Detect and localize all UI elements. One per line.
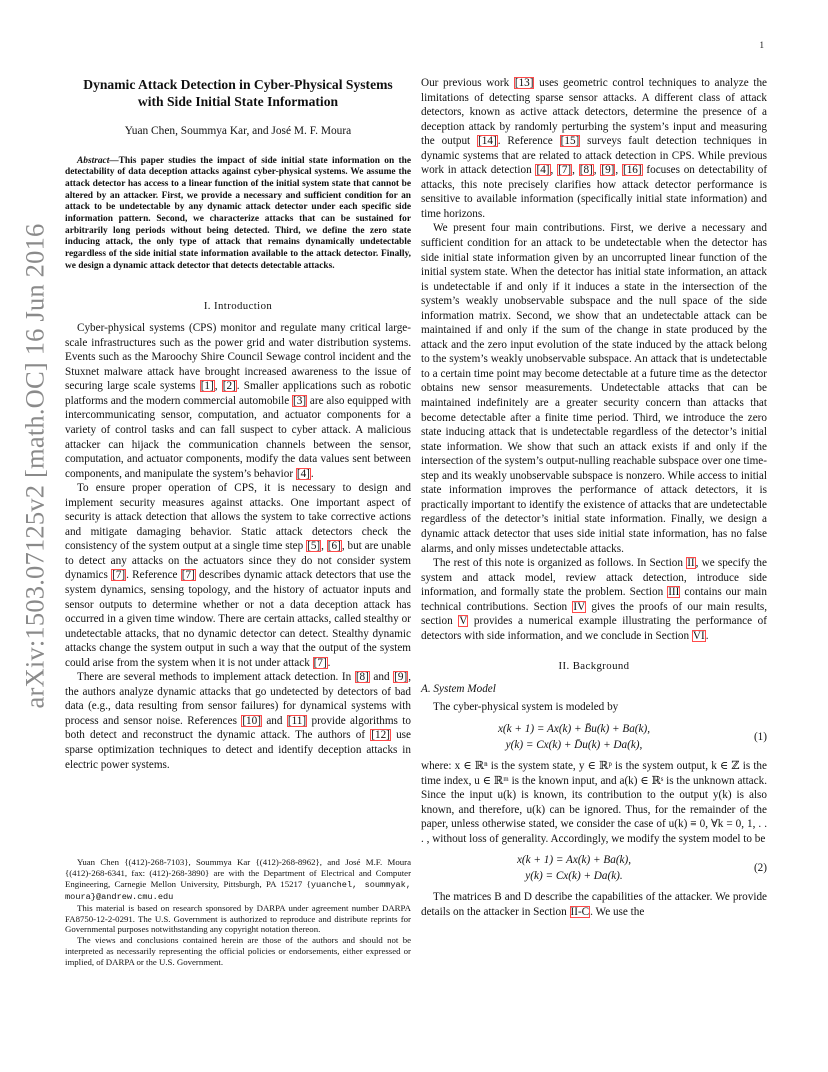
abstract <box>65 156 411 273</box>
paragraph-text: , <box>321 540 327 553</box>
title-line-1: Dynamic Attack Detection in Cyber-Physical Systems <box>83 77 393 92</box>
paragraph-text: surveys fault detection techniques in dynamic systems that are related to attack detection in CPS. While previous work in attack detection <box>421 135 767 177</box>
paragraph-text: are also equipped with intercommunicating sensor, computation, and actuator components for a variety of control tasks and can fall suspect to cyber attack. A malicious attacker can hijack the communication channels between the sensor, computation, and actuator components, modify the data values sent between components, and manipulate the system’s behavior <box>65 394 411 480</box>
title-line-2: with Side Initial State Information <box>137 94 339 109</box>
paragraph-text: . <box>327 656 331 669</box>
citation-link[interactable]: [15] <box>560 135 580 148</box>
section-reference-link[interactable]: II-C <box>570 905 590 918</box>
paragraph-text: provide algorithms to both detect and reconstruct the dynamic attack. The authors of <box>65 714 411 742</box>
paragraph-text: . <box>705 629 709 642</box>
abstract-label: Abstract <box>77 155 110 166</box>
paragraph-text: . Reference <box>126 569 181 582</box>
paragraph-text: , we specify the system and attack model, review attack detection, introduce side information, and formally state the problem. Section <box>421 557 767 599</box>
citation-link[interactable]: [12] <box>371 729 390 742</box>
paragraph-text: contains our main technical contributions. Section <box>421 586 767 613</box>
arxiv-identifier: arXiv:1503.07125v2 [math.OC] 16 Jun 2016 <box>19 223 50 708</box>
footnote-affiliation: Yuan Chen {(412)-268-7103}, Soummya Kar {(412)-268-8962}, and José M.F. Moura {(412)-268-6341, fax: (412)-268-3890} are with the Department of Electrical and Computer Engineering, Carnegie Mellon University, Pittsburgh, PA 15217 {yuanchel, soummyak, moura}@andrew.cmu.edu <box>65 857 411 902</box>
equation-2 <box>421 852 767 884</box>
author-list: Yuan Chen, Soummya Kar, and José M. F. Moura <box>124 125 352 137</box>
equation-1 <box>421 721 767 753</box>
citation-link[interactable]: [7] <box>313 656 327 669</box>
citation-link[interactable]: [16] <box>622 164 642 177</box>
page-number: 1 <box>759 40 764 50</box>
citation-link[interactable]: III <box>668 586 680 599</box>
citation-link[interactable]: [6] <box>327 540 341 553</box>
paragraph-text: Our previous work <box>421 77 514 89</box>
paragraph-text: describes dynamic attack detectors that use the system dynamics, sensing topology, and the history of actuator inputs and sensor outputs to determine whether or not a data deception attack has occurred in a given time window. There are certain attacks, called stealthy or undetectable attacks, that no dynamic detector can detect. Stealthy dynamic attacks change the system output in such a way that the output of the system could arise from the system when it is not under attack <box>65 569 411 669</box>
citation-link[interactable]: [7] <box>558 164 572 177</box>
paragraph-text: , the authors analyze dynamic attacks that go undetected by detectors of bad data (e.g., data resulting from sensor failures) for dynamical systems with process and sensor noise. References <box>65 671 411 727</box>
section-heading-background: II. Background <box>558 660 630 673</box>
paragraph-text: and <box>261 714 287 727</box>
right-paragraph-3 <box>421 556 767 643</box>
right-paragraph-1 <box>421 76 767 221</box>
citation-link[interactable]: [10] <box>242 714 261 727</box>
abstract-text: —This paper studies the impact of side initial state information on the detectability of data deception attacks against cyber-physical systems. We assume the attack detector has access to a linear function of the initial system state that cannot be altered by an attacker. First, we provide a necessary and sufficient condition for an attack to be undetectable by any dynamic attack detector under each specific side information pattern. Second, we characterize attacks that can be sustained for arbitrarily long periods without being detected. Third, we define the zero state inducing attack, the only type of attack that remains dynamically undetectable regardless of the side initial state information available to the attack detector. Finally, we design a dynamic attack detector that detects detectable attacks. <box>65 155 411 271</box>
paragraph-text: , <box>572 164 579 177</box>
equation-2-line-2: y(k) = Cx(k) + Da(k). <box>525 870 623 883</box>
right-paragraph-2: We present four main contributions. First, we derive a necessary and sufficient condition for an attack to be undetectable when the detector has side initial state information given by an uncorrupted linear function of the initial system state. When the detector has initial state information, an attack is undetectable if and only if it induces a state in the intersection of the system’s weakly unobservable subspace and the null space of the side information matrix. Second, we show that an undetectable attack can be maintained if and only if the sum of the change in state produced by the attack and the zero input evolution of the state induced by the attack belong to the system’s weakly unobservable subspace. An attack that is undetectable to a certain time point may become detectable at a future time as the detector obtains new sensor measurements. Undetectable attacks that can be maintained indefinitely are a greater security concern than attacks that become detectable after a finite time period. Third, we introduce the zero state inducing attack that is undetectable regardless of the detector’s initial state information. We show that such an attack exists if and only if the intersection of the system’s output-nulling reachable subspace over one time-step and its weakly unobservable subspace is nonzero. While access to initial state information improves the performance of attack detectors, it is practically important to identify the existence of attacks that are undetectable regardless of the detector’s initial state information. Finally, we design a dynamic attack detector that uses side initial state information, has no false alarms, and only misses undetectable attacks. <box>421 222 767 555</box>
equation-1-line-2: y(k) = Cx(k) + D̄u(k) + Da(k), <box>505 738 643 751</box>
intro-paragraph-3 <box>65 670 411 772</box>
citation-link[interactable]: [1] <box>200 380 214 393</box>
paragraph-text: gives the proofs of our main results, section <box>421 600 767 628</box>
paragraph-text: , <box>593 164 601 177</box>
equation-2-number: (2) <box>753 861 767 874</box>
paragraph-text: , <box>615 164 622 177</box>
paragraph-text: . Smaller applications such as robotic platforms and the modern commercial automobile <box>65 380 412 407</box>
paragraph-text: use sparse optimization techniques to detect and identify deception attacks in electric power systems. <box>65 729 411 771</box>
citation-link[interactable]: [4] <box>296 467 310 480</box>
footnotes <box>65 857 411 968</box>
final-paragraph: The matrices B and D describe the capabilities of the attacker. We provide details on the attacker in Section II-C. We use the <box>421 891 767 918</box>
paragraph-text: uses geometric control techniques to analyze the limitations of detecting sparse sensor attacks. A different class of attack detectors, known as active attack detectors, determine the presence of a deception attack by randomly perturbing the system’s input and measuring the output <box>421 77 767 148</box>
paper-title <box>65 76 411 110</box>
citation-link[interactable]: IV <box>573 600 586 613</box>
citation-link[interactable]: [8] <box>579 164 593 177</box>
equation-1-line-1: x(k + 1) = Ax(k) + B̄u(k) + Ba(k), <box>497 722 651 735</box>
citation-link[interactable]: VI <box>692 629 705 642</box>
paragraph-text: The rest of this note is organized as follows. In Section <box>433 557 687 570</box>
paragraph-text: Cyber-physical systems (CPS) monitor and regulate many critical large-scale infrastructures such as the power grid and water distribution systems. Events such as the Maroochy Shire Council Sewage control incident and the Stuxnet malware attack have brought increased awareness to the issue of securing large scale systems <box>65 322 411 393</box>
citation-link[interactable]: [9] <box>394 671 408 684</box>
paragraph-text: To ensure proper operation of CPS, it is necessary to design and implement security measures against attacks. One important aspect of security is attack detection that allows the system to take corrective actions and mitigate damaging behavior. Static attack detectors check the consistency of the system output at a single time step <box>65 482 411 553</box>
intro-paragraph-1 <box>65 321 411 481</box>
section-heading-introduction: I. Introduction <box>203 299 273 312</box>
citation-link[interactable]: [8] <box>355 671 369 684</box>
paragraph-text: . Reference <box>497 135 560 148</box>
paragraph-text: There are several methods to implement attack detection. In <box>77 671 355 684</box>
citation-link[interactable]: [9] <box>601 164 615 177</box>
equation-1-number: (1) <box>753 730 767 743</box>
equation-2-line-1: x(k + 1) = Ax(k) + Ba(k), <box>516 854 632 867</box>
paragraph-text: provides a numerical example illustrating the performance of detectors with side information, and we conclude in Section <box>421 615 767 642</box>
paragraph-text: and <box>369 671 394 684</box>
citation-link[interactable]: V <box>459 615 468 628</box>
intro-paragraph-2 <box>65 481 411 670</box>
system-model-intro: The cyber-physical system is modeled by <box>433 701 619 714</box>
paragraph-text: , <box>214 380 222 393</box>
citation-link[interactable]: [14] <box>478 135 497 148</box>
citation-link[interactable]: [4] <box>536 164 550 177</box>
footnote-disclaimer: The views and conclusions contained herein are those of the authors and should not be interpreted as necessarily representing the official policies or endorsements, either expressed or implied, of DARPA or the U.S. Government. <box>65 935 411 968</box>
citation-link[interactable]: [13] <box>514 77 534 89</box>
citation-link[interactable]: [7] <box>181 569 195 582</box>
citation-link[interactable]: [5] <box>307 540 321 553</box>
footnote-funding: This material is based on research sponsored by DARPA under agreement number DARPA FA8750-12-2-0291. The U.S. Government is authorized to reproduce and distribute reprints for Governmental purposes notwithstanding any copyright notation thereon. <box>65 902 411 935</box>
subsection-system-model: A. System Model <box>421 682 496 695</box>
paragraph-text: , but are unable to detect any attacks on the actuators since they do not consider system dynamics <box>65 540 411 582</box>
citation-link[interactable]: II <box>687 557 695 570</box>
citation-link[interactable]: [11] <box>287 714 307 727</box>
citation-link[interactable]: [3] <box>293 394 307 407</box>
paragraph-text: , <box>550 164 558 177</box>
citation-link[interactable]: [2] <box>222 380 236 393</box>
paragraph-text: focuses on detectability of attacks, this note precisely clarifies how attack detector performance is sensitive to available information (specifically initial state information) and time horizons. <box>421 164 768 220</box>
right-column <box>421 76 767 919</box>
left-column <box>65 76 411 772</box>
footnote-emails: yuanchel, soummyak, moura}@andrew.cmu.edu <box>65 879 411 902</box>
where-paragraph: where: x ∈ ℝⁿ is the system state, y ∈ ℝᵖ is the system output, k ∈ ℤ is the time index, u ∈ ℝᵐ is the known input, and a(k) ∈ ℝˢ is the unknown attack. Since the input u(k) is known, its contribution to the output y(k) is also known, and therefore, u(k) can be ignored. Thus, for the remainder of the paper, unless otherwise stated, we consider the case of u(k) ≡ 0, ∀k = 0, 1, . . . , without loss of generality. Accordingly, we modify the system model to be <box>421 759 767 845</box>
citation-link[interactable]: [7] <box>112 569 126 582</box>
paragraph-text: . <box>310 467 314 480</box>
